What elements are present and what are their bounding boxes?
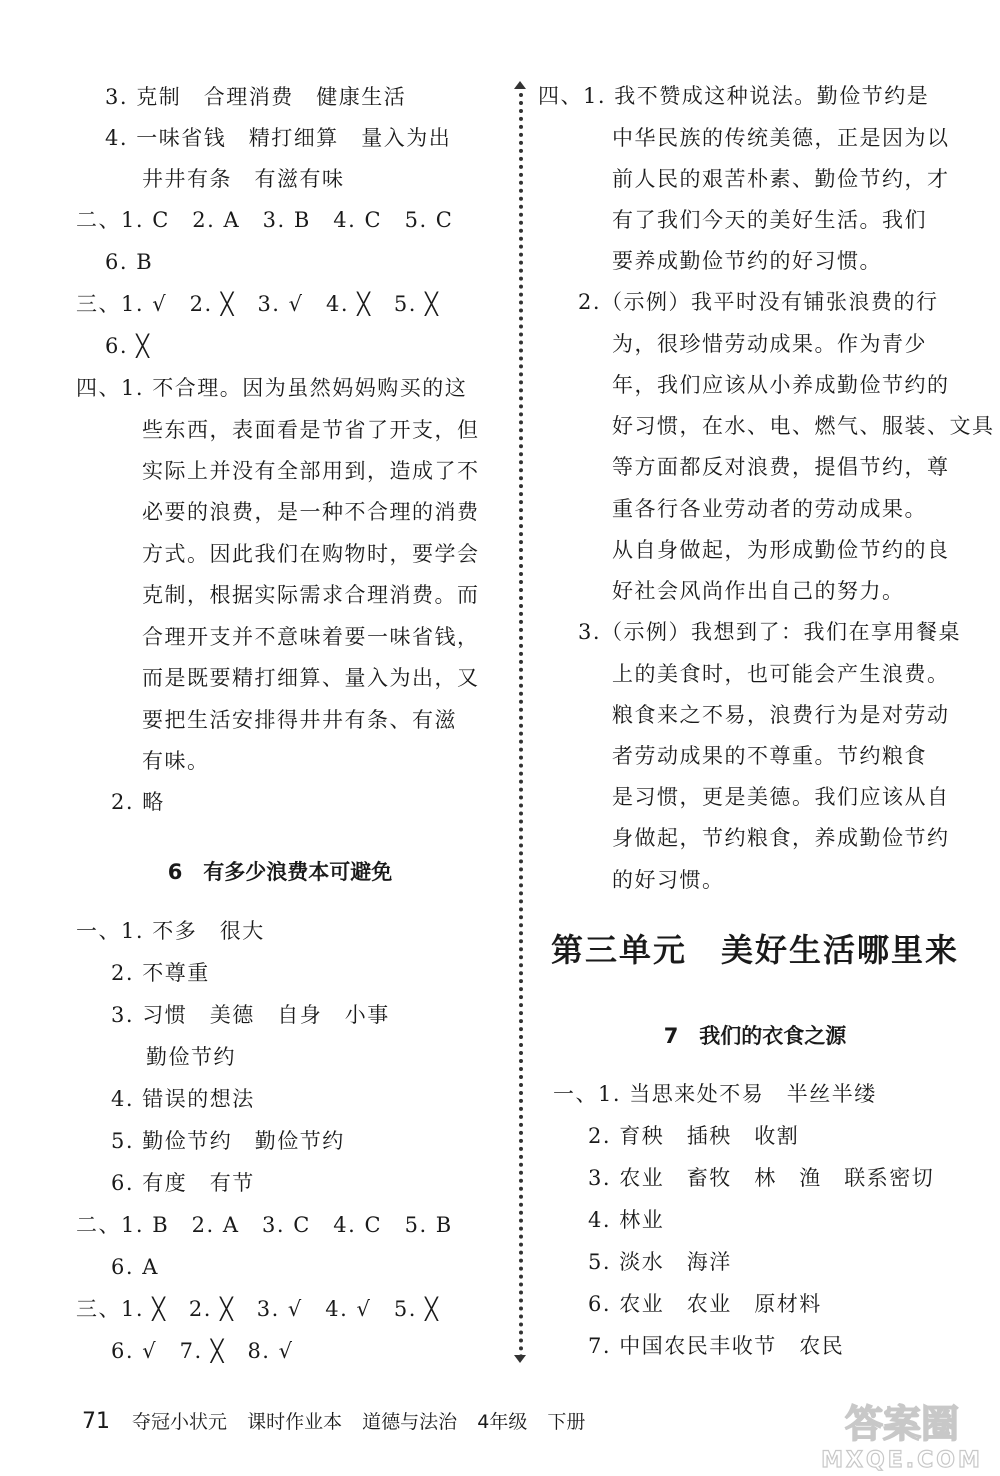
answer-line: 2. 不尊重 (111, 961, 210, 985)
answer-line: 勤俭节约 (146, 1045, 236, 1069)
answer-line: 合理开支并不意味着要一味省钱， (142, 625, 480, 649)
answer-line: 7. 中国农民丰收节 农民 (588, 1334, 845, 1358)
answer-line: 二、1. B 2. A 3. C 4. C 5. B (76, 1213, 453, 1237)
answer-line: 前人民的艰苦朴素、勤俭节约，才 (612, 167, 950, 191)
answer-line: 方式。因此我们在购物时，要学会 (142, 542, 480, 566)
book-grade: 4年级 (477, 1411, 528, 1433)
answer-line: 有了我们今天的美好生活。我们 (612, 208, 927, 232)
answer-line: 5. 勤俭节约 勤俭节约 (111, 1129, 345, 1153)
answer-line: 好习惯，在水、电、燃气、服装、文具 (612, 414, 995, 438)
answer-line: 4. 一味省钱 精打细算 量入为出 (105, 126, 452, 150)
answer-line: 2. 育秧 插秧 收割 (588, 1124, 800, 1148)
answer-line: 有味。 (142, 749, 210, 773)
answer-line: 6. A (111, 1255, 159, 1279)
answer-line: 是习惯，更是美德。我们应该从自 (612, 785, 950, 809)
answer-line: 三、1. ╳ 2. ╳ 3. √ 4. √ 5. ╳ (76, 1297, 440, 1321)
book-series: 课时作业本 (247, 1411, 343, 1433)
book-brand: 夺冠小状元 (132, 1411, 228, 1433)
answer-line: 中华民族的传统美德，正是因为以 (612, 126, 950, 150)
divider-arrow-top-icon (513, 80, 527, 94)
answer-line: 5. 淡水 海洋 (588, 1250, 732, 1274)
answer-line: 3.（示例）我想到了：我们在享用餐桌 (578, 620, 962, 644)
answer-line: 身做起，节约粮食，养成勤俭节约 (612, 826, 950, 850)
answer-line: 6. √ 7. ╳ 8. √ (111, 1339, 294, 1363)
answer-line: 4. 错误的想法 (111, 1087, 255, 1111)
answer-line: 一、1. 当思来处不易 半丝半缕 (553, 1082, 877, 1106)
answer-line: 二、1. C 2. A 3. B 4. C 5. C (76, 208, 454, 232)
answer-line: 而是既要精打细算、量入为出，又 (142, 666, 480, 690)
answer-line: 6. B (105, 250, 154, 274)
answer-line: 3. 克制 合理消费 健康生活 (105, 85, 407, 109)
answer-line: 一、1. 不多 很大 (76, 919, 265, 943)
column-divider (519, 85, 523, 1360)
answer-line: 些东西，表面看是节省了开支，但 (142, 418, 480, 442)
answer-line: 粮食来之不易，浪费行为是对劳动 (612, 703, 950, 727)
answer-line: 者劳动成果的不尊重。节约粮食 (612, 744, 927, 768)
answer-line: 从自身做起，为形成勤俭节约的良 (612, 538, 950, 562)
answer-line: 2.（示例）我平时没有铺张浪费的行 (578, 290, 939, 314)
answer-line: 重各行各业劳动者的劳动成果。 (612, 497, 927, 521)
book-subject: 道德与法治 (362, 1411, 458, 1433)
page-number: 71 (82, 1409, 110, 1434)
answer-line: 6. ╳ (105, 334, 151, 358)
answer-line: 井井有条 有滋有味 (142, 167, 345, 191)
unit-title: 第三单元 美好生活哪里来 (550, 931, 959, 969)
answer-line: 实际上并没有全部用到，造成了不 (142, 459, 480, 483)
watermark-logo (812, 1395, 992, 1473)
answer-line: 3. 习惯 美德 自身 小事 (111, 1003, 390, 1027)
answer-line: 上的美食时，也可能会产生浪费。 (612, 662, 950, 686)
answer-line: 要把生活安排得井井有条、有滋 (142, 708, 457, 732)
watermark-url: MXQE.COM (821, 1448, 983, 1473)
answer-line: 的好习惯。 (612, 868, 725, 892)
answer-line: 6. 有度 有节 (111, 1171, 255, 1195)
book-volume: 下册 (547, 1411, 586, 1433)
answer-line: 必要的浪费，是一种不合理的消费 (142, 500, 480, 524)
answer-line: 6. 农业 农业 原材料 (588, 1292, 822, 1316)
lesson-title: 7 我们的衣食之源 (663, 1024, 847, 1048)
answer-line: 四、1. 不合理。因为虽然妈妈购买的这 (76, 376, 468, 400)
answer-line: 要养成勤俭节约的好习惯。 (612, 249, 882, 273)
answer-line: 好社会风尚作出自己的努力。 (612, 579, 905, 603)
answer-line: 为，很珍惜劳动成果。作为青少 (612, 332, 927, 356)
answer-line: 4. 林业 (588, 1208, 665, 1232)
divider-arrow-bottom-icon (513, 1350, 527, 1364)
answer-line: 克制，根据实际需求合理消费。而 (142, 583, 480, 607)
answer-line: 年，我们应该从小养成勤俭节约的 (612, 373, 950, 397)
page-footer (82, 1407, 599, 1434)
answer-line: 三、1. √ 2. ╳ 3. √ 4. ╳ 5. ╳ (76, 292, 440, 316)
answer-line: 3. 农业 畜牧 林 渔 联系密切 (588, 1166, 935, 1190)
watermark-text: 答案圈 (844, 1402, 960, 1446)
answer-line: 等方面都反对浪费，提倡节约，尊 (612, 455, 950, 479)
lesson-title: 6 有多少浪费本可避免 (167, 860, 393, 884)
answer-line: 2. 略 (111, 790, 165, 814)
answer-line: 四、1. 我不赞成这种说法。勤俭节约是 (538, 84, 930, 108)
